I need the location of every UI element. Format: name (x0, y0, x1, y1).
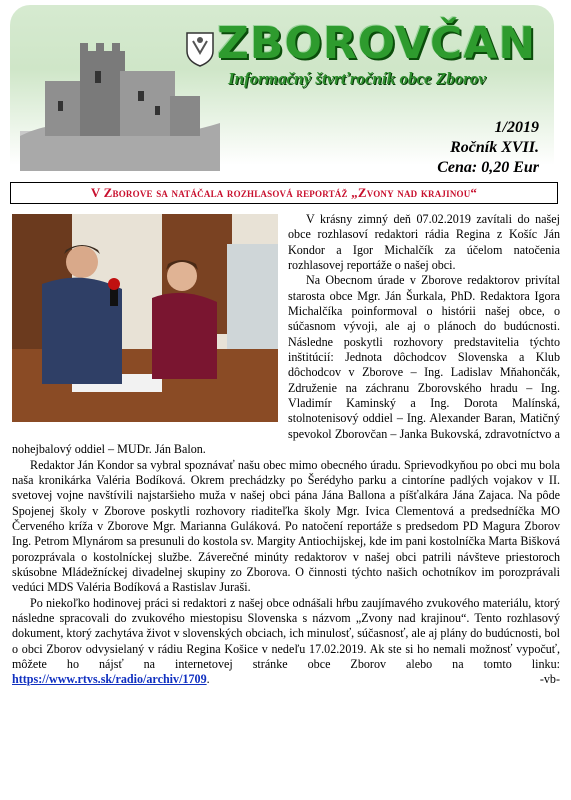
author-signature: -vb- (539, 672, 560, 687)
photo-spacer (12, 212, 288, 428)
volume-number: Ročník XVII. (450, 139, 539, 156)
issue-number: 1/2019 (494, 119, 539, 136)
paragraph-2: Na Obecnom úrade v Zborove redaktorov privítal starosta obce Mgr. Ján Šurkala, PhD. Redaktora Igora Michalčíka poinformoval o histórii našej obce, o súčasnom vývoji, ale aj o plánoch do budúcnosti. Následne poskytli rozhovory predstavitelia týchto inštitúcií: Jednota dôchodcov Slovenska a Klub dôchodcov v Zborove – Ing. Ladislav Mňahončák, Združenie na záchranu Zborovského hradu – Ing. Vladimír Kaminský a Ing. Dorota Malínská, stolnotenisový oddiel – Ing. Alexander Baran, Matičný spevokol Zborovčan – Janka Bukovská, zdravotníctvo a nohejbalový oddiel – MUDr. Ján Balon. (12, 273, 560, 457)
paragraph-3: Redaktor Ján Kondor sa vybral spoznávať našu obec mimo obecného úradu. Sprievodkyňou po obci mu bola naša kronikárka Valéria Bodíková. Okrem prechádzky po Šerédyho parku a cintoríne padlých vojakov v II. svetovej vojne navštívili najstaršieho muža v našej obci pána Jána Ballona a píšťalkára Jána Zajaca. Na pôde Spojenej školy v Zborove poskytli rozhovory riaditeľka školy Mgr. Ivica Clementová a predsedníčka MO Červeného kríža v Zborove Mgr. Marianna Guláková. Po natočení reportáže s predsedom PD Magura Zborov Ing. Petrom Mlynárom sa presunuli do kostola sv. Margity Antiochijskej, kde im pani kostolníčka Marta Bišková porozprávala o kostolníckej službe. Záverečné minúty redaktorov v našej obci patrili návšteve priestoroch skúsobne Mládežníckej divadelnej skupiny zo Zborova. O činnosti týchto našich ochotníkov im porozprávali vedúci MDS Valéria Bodíková a Rastislav Juraši. (12, 457, 560, 595)
radio-archive-link[interactable]: https://www.rtvs.sk/radio/archiv/1709 (12, 672, 207, 687)
issue-info (437, 118, 539, 178)
issue-price: Cena: 0,20 Eur (437, 159, 539, 176)
article-headline: V Zborove sa natáčala rozhlasová reportáž „Zvony nad krajinou“ (10, 182, 558, 204)
newsletter-subtitle: Informačný štvrťročník obce Zborov (228, 69, 486, 88)
paragraph-4-text: Po niekoľko hodinovej práci si redaktori z našej obce odnášali hŕbu zaujímavého zvukového materiálu, ktorý následne spracovali do zvukového miestopisu Slovenska s názvom „Zvony nad krajinou“. Tento rozhlasový dokument, ktorý zachytáva život v slovenských obciach, ich minulosť, súčasnosť, ale aj plány do budúcnosti, bol o obci Zborov odvysielaný v rádiu Regina Košice v nedeľu 17.02.2019. Ak ste si ho nemali možnosť vypočuť, môžete ho nájsť na internetovej stránke obce Zborov alebo na tomto linku: (12, 595, 560, 671)
paragraph-1: V krásny zimný deň 07.02.2019 zavítali do našej obce rozhlasoví redaktori rádia Regina z Košíc Ján Kondor a Igor Michalčík za účelom natočenia rozhlasovej reportáže o našej obci. (288, 212, 560, 273)
paragraph-4 (12, 596, 560, 688)
coat-of-arms-icon (185, 31, 215, 67)
link-trailing-period: . (206, 672, 210, 687)
article-body (12, 212, 560, 688)
newsletter-title: ZBOROVČAN (217, 18, 537, 69)
